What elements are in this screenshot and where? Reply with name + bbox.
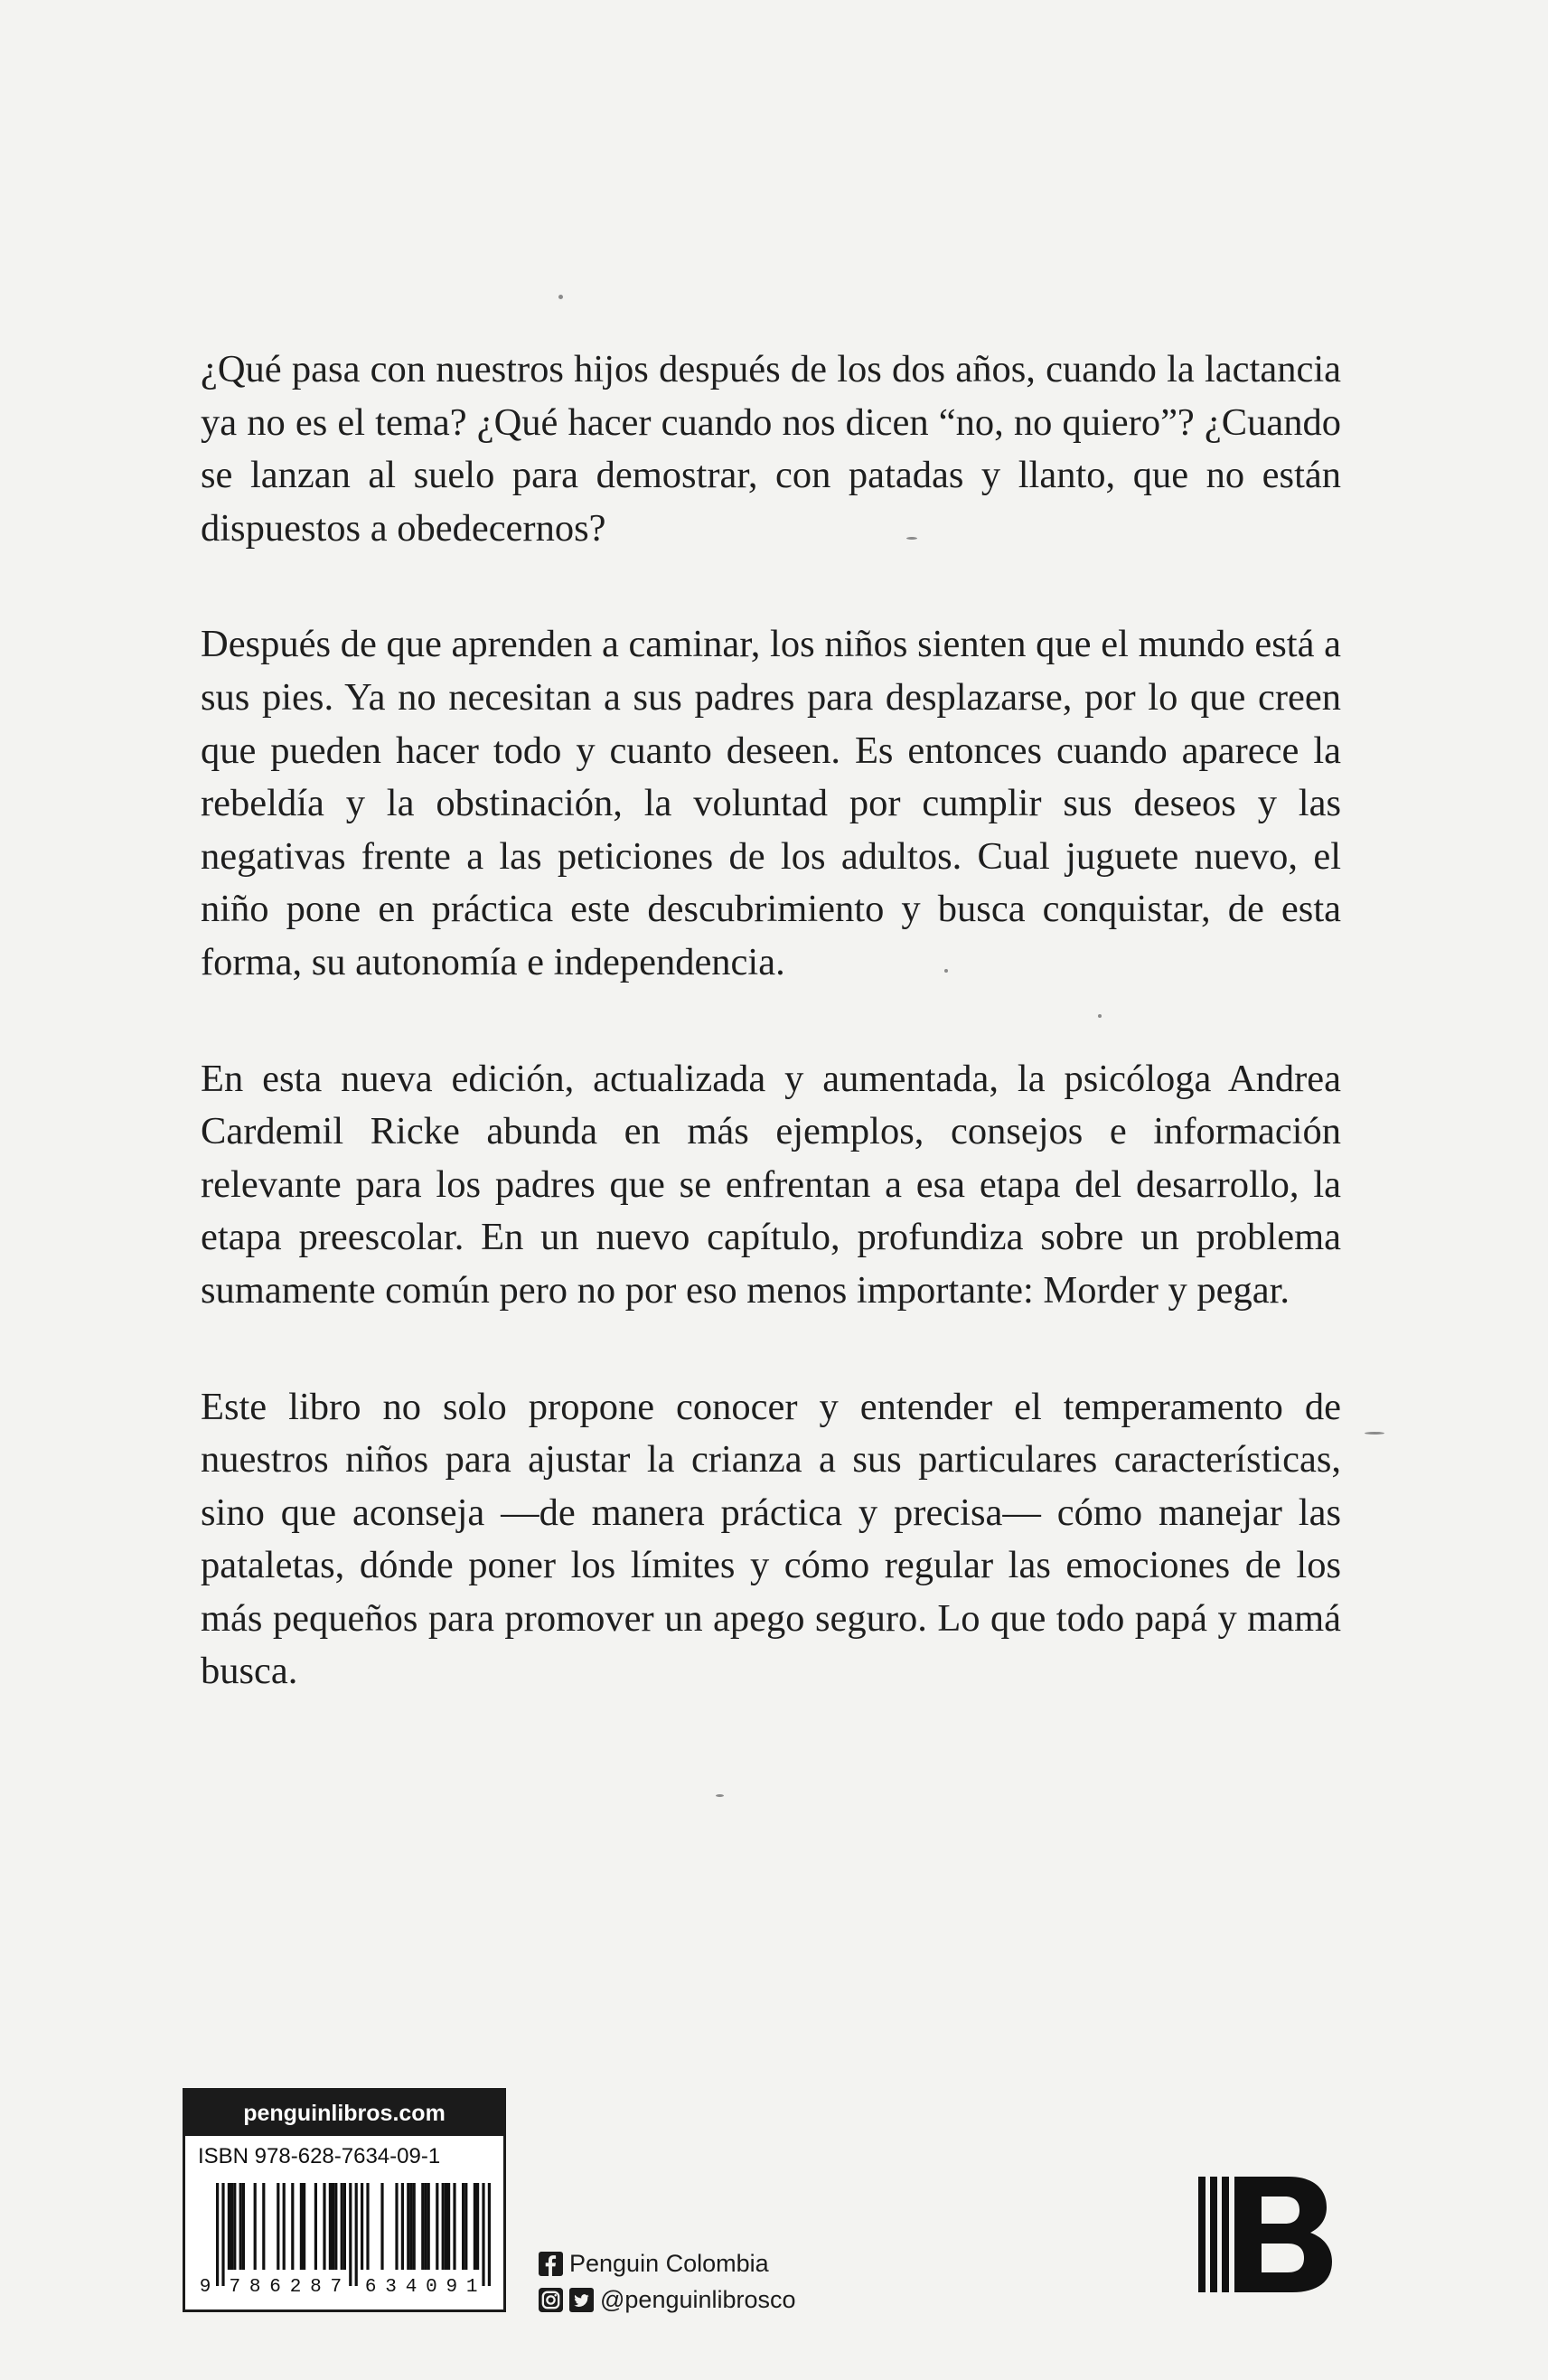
barcode-bar xyxy=(216,2183,219,2286)
blurb-text xyxy=(201,343,1341,1698)
dust-speck xyxy=(1098,1014,1102,1018)
instagram-icon xyxy=(539,2288,563,2312)
barcode-bar xyxy=(476,2183,479,2270)
barcode-digit: 2 xyxy=(289,2277,302,2297)
barcode-bar xyxy=(482,2183,484,2286)
barcode-bar xyxy=(474,2183,476,2270)
barcode-digit: 1 xyxy=(465,2277,478,2297)
barcode-digit: 6 xyxy=(364,2277,377,2297)
barcode xyxy=(198,2183,493,2297)
barcode-bar xyxy=(283,2183,286,2270)
barcode-bar xyxy=(228,2183,230,2270)
barcode-bar xyxy=(291,2183,294,2270)
social-links xyxy=(539,2247,796,2319)
dust-speck xyxy=(716,1794,724,1797)
barcode-bar xyxy=(332,2183,334,2270)
barcode-bar xyxy=(300,2183,303,2270)
barcode-bar xyxy=(233,2183,236,2270)
barcode-bar xyxy=(407,2183,409,2270)
barcode-bar xyxy=(413,2183,416,2270)
dust-speck xyxy=(906,537,917,540)
blurb-paragraph-1: ¿Qué pasa con nuestros hijos después de los dos años, cuando la lactancia ya no es el tema? ¿Qué hacer cuando nos dicen “no, no quiero”? ¿Cuando se lanzan al suelo para demostrar, con patadas y llanto, que no están dispuestos a obedecernos? xyxy=(201,348,1341,550)
blurb-paragraph-4: Este libro no solo propone conocer y entender el temperamento de nuestros niños para ajustar la crianza a sus particulares características, sino que aconseja —de manera práctica y precisa— cómo manejar las pataletas, dónde poner los límites y cómo regular las emociones de los más pequeños para promover un apego seguro. Lo que todo papá y mamá busca. xyxy=(201,1385,1341,1693)
barcode-bar xyxy=(462,2183,464,2270)
website-label: penguinlibros.com xyxy=(185,2091,503,2136)
facebook-label: Penguin Colombia xyxy=(569,2250,769,2277)
barcode-digit: 7 xyxy=(229,2277,241,2297)
barcode-bar xyxy=(239,2183,242,2270)
barcode-digit: 6 xyxy=(269,2277,281,2297)
barcode-bar xyxy=(421,2183,424,2270)
barcode-bar xyxy=(488,2183,491,2286)
barcode-bar xyxy=(424,2183,427,2270)
facebook-icon xyxy=(539,2252,563,2276)
barcode-bar xyxy=(442,2183,445,2270)
facebook-row xyxy=(539,2247,796,2280)
barcode-bar xyxy=(254,2183,257,2270)
barcode-bar xyxy=(380,2183,383,2270)
dust-speck xyxy=(1365,1432,1384,1435)
blurb-paragraph-3: En esta nueva edición, actualizada y aumentada, la psicóloga Andrea Cardemil Ricke abunda en más ejemplos, consejos e información relevante para los padres que se enfrentan a esa etapa del desarrollo, la etapa preescolar. En un nuevo capítulo, profundiza sobre un problema sumamente común pero no por eso menos importante: Morder y pegar. xyxy=(201,1057,1341,1312)
barcode-digit: 4 xyxy=(405,2277,417,2297)
dust-speck xyxy=(944,969,948,973)
barcode-digit: 8 xyxy=(249,2277,261,2297)
barcode-bar xyxy=(262,2183,265,2270)
barcode-bar xyxy=(334,2183,337,2270)
barcode-digit: 3 xyxy=(385,2277,397,2297)
barcode-bar xyxy=(341,2183,343,2270)
barcode-bar xyxy=(401,2183,404,2270)
barcode-bar xyxy=(343,2183,346,2270)
isbn-box xyxy=(183,2088,506,2312)
barcode-bar xyxy=(445,2183,447,2270)
barcode-bar xyxy=(355,2183,358,2286)
barcode-bar xyxy=(366,2183,369,2270)
dust-speck xyxy=(558,295,563,299)
barcode-bar xyxy=(349,2183,352,2286)
barcode-bar xyxy=(453,2183,455,2270)
barcode-digit: 8 xyxy=(310,2277,322,2297)
barcode-bar xyxy=(436,2183,438,2270)
barcode-bar xyxy=(221,2183,224,2286)
blurb-paragraph-2: Después de que aprenden a caminar, los niños sienten que el mundo está a sus pies. Ya no necesitan a sus padres para desplazarse, por lo que creen que pueden hacer todo y cuanto deseen. Es entonces cuando aparece la rebeldía y la obstinación, la voluntad por cumplir sus deseos y las negativas frente a las peticiones de los adultos. Cual juguete nuevo, el niño pone en práctica este descubrimiento y busca conquistar, de esta forma, su autonomía e independencia. xyxy=(201,623,1341,983)
barcode-digit: 0 xyxy=(426,2277,437,2297)
social-handle: @penguinlibrosco xyxy=(600,2286,796,2313)
barcode-bar xyxy=(464,2183,467,2270)
handle-row xyxy=(539,2283,796,2316)
barcode-bar xyxy=(242,2183,245,2270)
barcode-bar xyxy=(230,2183,233,2270)
barcode-bar xyxy=(329,2183,332,2270)
barcode-bar xyxy=(314,2183,317,2270)
publisher-b-logo xyxy=(1198,2168,1334,2301)
isbn-number: ISBN 978-628-7634-09-1 xyxy=(198,2144,441,2168)
barcode-digit: 9 xyxy=(199,2277,211,2297)
barcode-bar xyxy=(447,2183,450,2270)
barcode-bar xyxy=(303,2183,305,2270)
barcode-bar xyxy=(395,2183,398,2270)
barcode-bar xyxy=(277,2183,279,2270)
barcode-digit: 7 xyxy=(330,2277,342,2297)
barcode-digit: 9 xyxy=(446,2277,458,2297)
barcode-bar xyxy=(427,2183,430,2270)
barcode-bar xyxy=(409,2183,412,2270)
barcode-bar xyxy=(361,2183,363,2270)
twitter-icon xyxy=(569,2288,594,2312)
barcode-bar xyxy=(323,2183,325,2270)
